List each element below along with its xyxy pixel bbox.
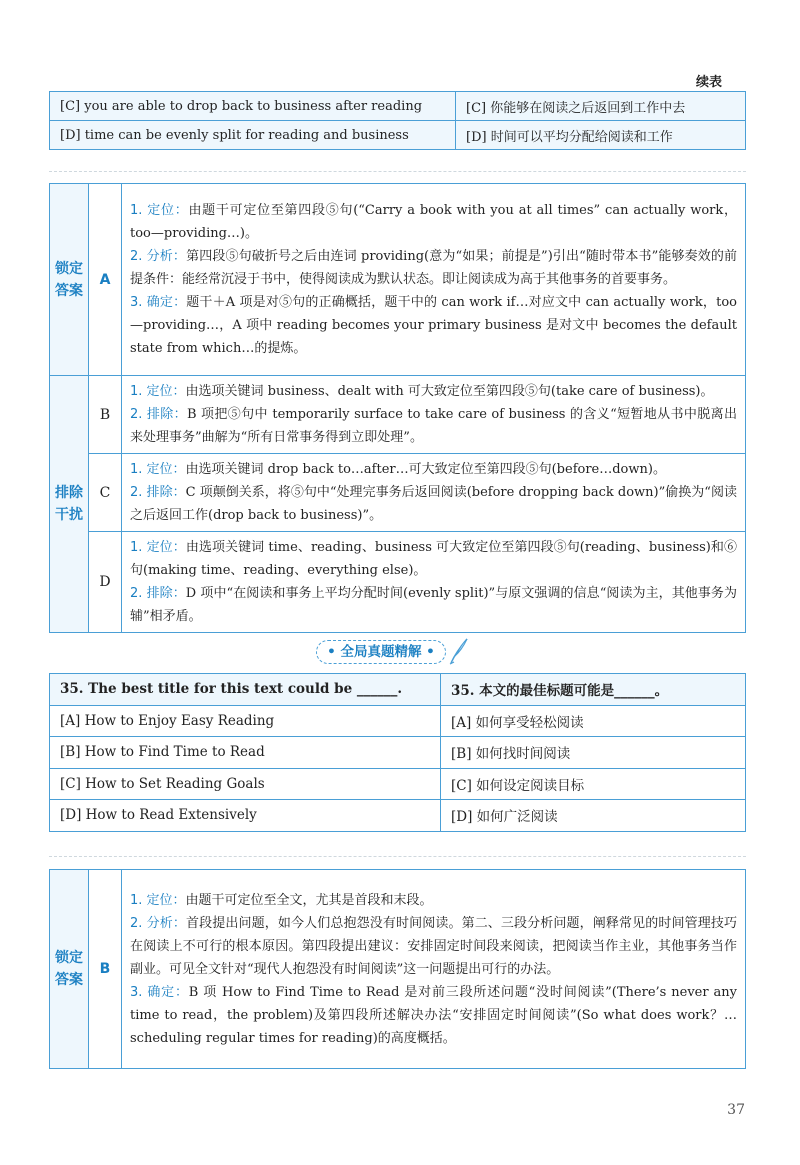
option-zh: [D] 时间可以平均分配给阅读和工作 (456, 121, 746, 150)
divider (49, 856, 746, 857)
distractor-row-c (50, 454, 746, 532)
option-zh: [D] 如何广泛阅读 (441, 800, 746, 832)
answer-explanation (122, 870, 746, 1069)
option-zh: [C] 你能够在阅读之后返回到工作中去 (456, 92, 746, 121)
option-zh: [B] 如何找时间阅读 (441, 737, 746, 769)
option-zh: [C] 如何设定阅读目标 (441, 768, 746, 800)
distractor-row-d (50, 532, 746, 633)
answer-letter: B (89, 870, 122, 1069)
analysis-table-2 (49, 869, 746, 1069)
explanation-line: 2. 排除：B 项把⑤句中 temporarily surface to take care of business 的含义“短暂地从书中脱离出来处理事务”曲解为“所有日常事务得到立即处理”。 (130, 407, 737, 445)
table-row (50, 705, 746, 737)
explanation-line: 2. 排除：C 项颠倒关系，将⑤句中“处理完事务后返回阅读(before dropping back down)”偷换为“阅读之后返回工作(drop back to business)”。 (130, 485, 737, 523)
page-number: 37 (727, 1102, 745, 1118)
divider (49, 171, 746, 172)
option-en: [A] How to Enjoy Easy Reading (50, 705, 441, 737)
option-en: [C] How to Set Reading Goals (50, 768, 441, 800)
continuation-label: 续表 (696, 75, 723, 90)
explanation-line: 2. 排除：D 项中“在阅读和事务上平均分配时间(evenly split)”与原文强调的信息“阅读为主，其他事务为辅”相矛盾。 (130, 586, 737, 624)
option-zh: [A] 如何享受轻松阅读 (441, 705, 746, 737)
answer-row (50, 184, 746, 376)
answer-letter: A (89, 184, 122, 376)
question-table (49, 673, 746, 832)
answer-label: 锁定答案 (50, 870, 89, 1069)
answer-row (50, 870, 746, 1069)
explanation-line: 1. 定位：由选项关键词 business、dealt with 可大致定位至第四段⑤句(take care of business)。 (130, 384, 714, 399)
explanation-line: 2. 分析：首段提出问题，如今人们总抱怨没有时间阅读。第二、三段分析问题，阐释常见的时间管理技巧在阅读上不可行的根本原因。第四段提出建议：安排固定时间段来阅读，把阅读当作主业，其他事务当作副业。可见全文针对“现代人抱怨没有时间阅读”这一问题提出可行的办法。 (130, 915, 737, 977)
explanation-line: 1. 定位：由题干可定位至第四段⑤句(“Carry a book with you at all times” can actually work，too—providing…)。 (130, 203, 737, 241)
explanation-line: 1. 定位：由选项关键词 time、reading、business 可大致定位至第四段⑤句(reading、business)和⑥句(making time、reading、everything else)。 (130, 540, 737, 578)
analysis-table-1 (49, 183, 746, 633)
explanation-line: 2. 分析：第四段⑤句破折号之后由连词 providing(意为“如果；前提是”)引出“随时带本书”能够奏效的前提条件：能经常沉浸于书中，使得阅读成为默认状态。即让阅读成为高于其他事务的首要事务。 (130, 249, 737, 287)
section-banner (316, 640, 466, 664)
table-row (50, 121, 746, 150)
option-letter: D (89, 532, 122, 633)
option-en: [B] How to Find Time to Read (50, 737, 441, 769)
top-options-table (49, 91, 746, 150)
table-row (50, 768, 746, 800)
option-en: [D] time can be evenly split for reading and business (50, 121, 456, 150)
answer-explanation (122, 184, 746, 376)
option-en: [C] you are able to drop back to business after reading (50, 92, 456, 121)
option-en: [D] How to Read Extensively (50, 800, 441, 832)
table-row (50, 800, 746, 832)
distractor-explanation (122, 454, 746, 532)
question-zh: 35. 本文的最佳标题可能是______。 (441, 674, 746, 706)
option-letter: B (89, 376, 122, 454)
question-row (50, 674, 746, 706)
quill-pen-icon (448, 636, 470, 666)
distractor-label: 排除干扰 (50, 376, 89, 633)
explanation-line: 1. 定位：由题干可定位至全文，尤其是首段和末段。 (130, 892, 433, 908)
explanation-line: 1. 定位：由选项关键词 drop back to…after…可大致定位至第四段⑤句(before…down)。 (130, 462, 666, 477)
distractor-row-b (50, 376, 746, 454)
question-en: 35. The best title for this text could be ______. (50, 674, 441, 706)
option-letter: C (89, 454, 122, 532)
table-row (50, 92, 746, 121)
explanation-line: 3. 确定：题干＋A 项是对⑤句的正确概括，题干中的 can work if…对应文中 can actually work，too—providing…，A 项中 reading becomes your primary business 是对文中 becomes the default state from which…的提炼。 (130, 295, 737, 356)
explanation-line: 3. 确定：B 项 How to Find Time to Read 是对前三段所述问题“没时间阅读”(There’s never any time to read，the problem)及第四段所述解决办法“安排固定时间阅读”(So what does work？…scheduling regular times for reading)的高度概括。 (130, 984, 737, 1046)
distractor-explanation (122, 532, 746, 633)
banner-title: • 全局真题精解 • (316, 640, 446, 664)
answer-label: 锁定答案 (50, 184, 89, 376)
distractor-explanation (122, 376, 746, 454)
table-row (50, 737, 746, 769)
